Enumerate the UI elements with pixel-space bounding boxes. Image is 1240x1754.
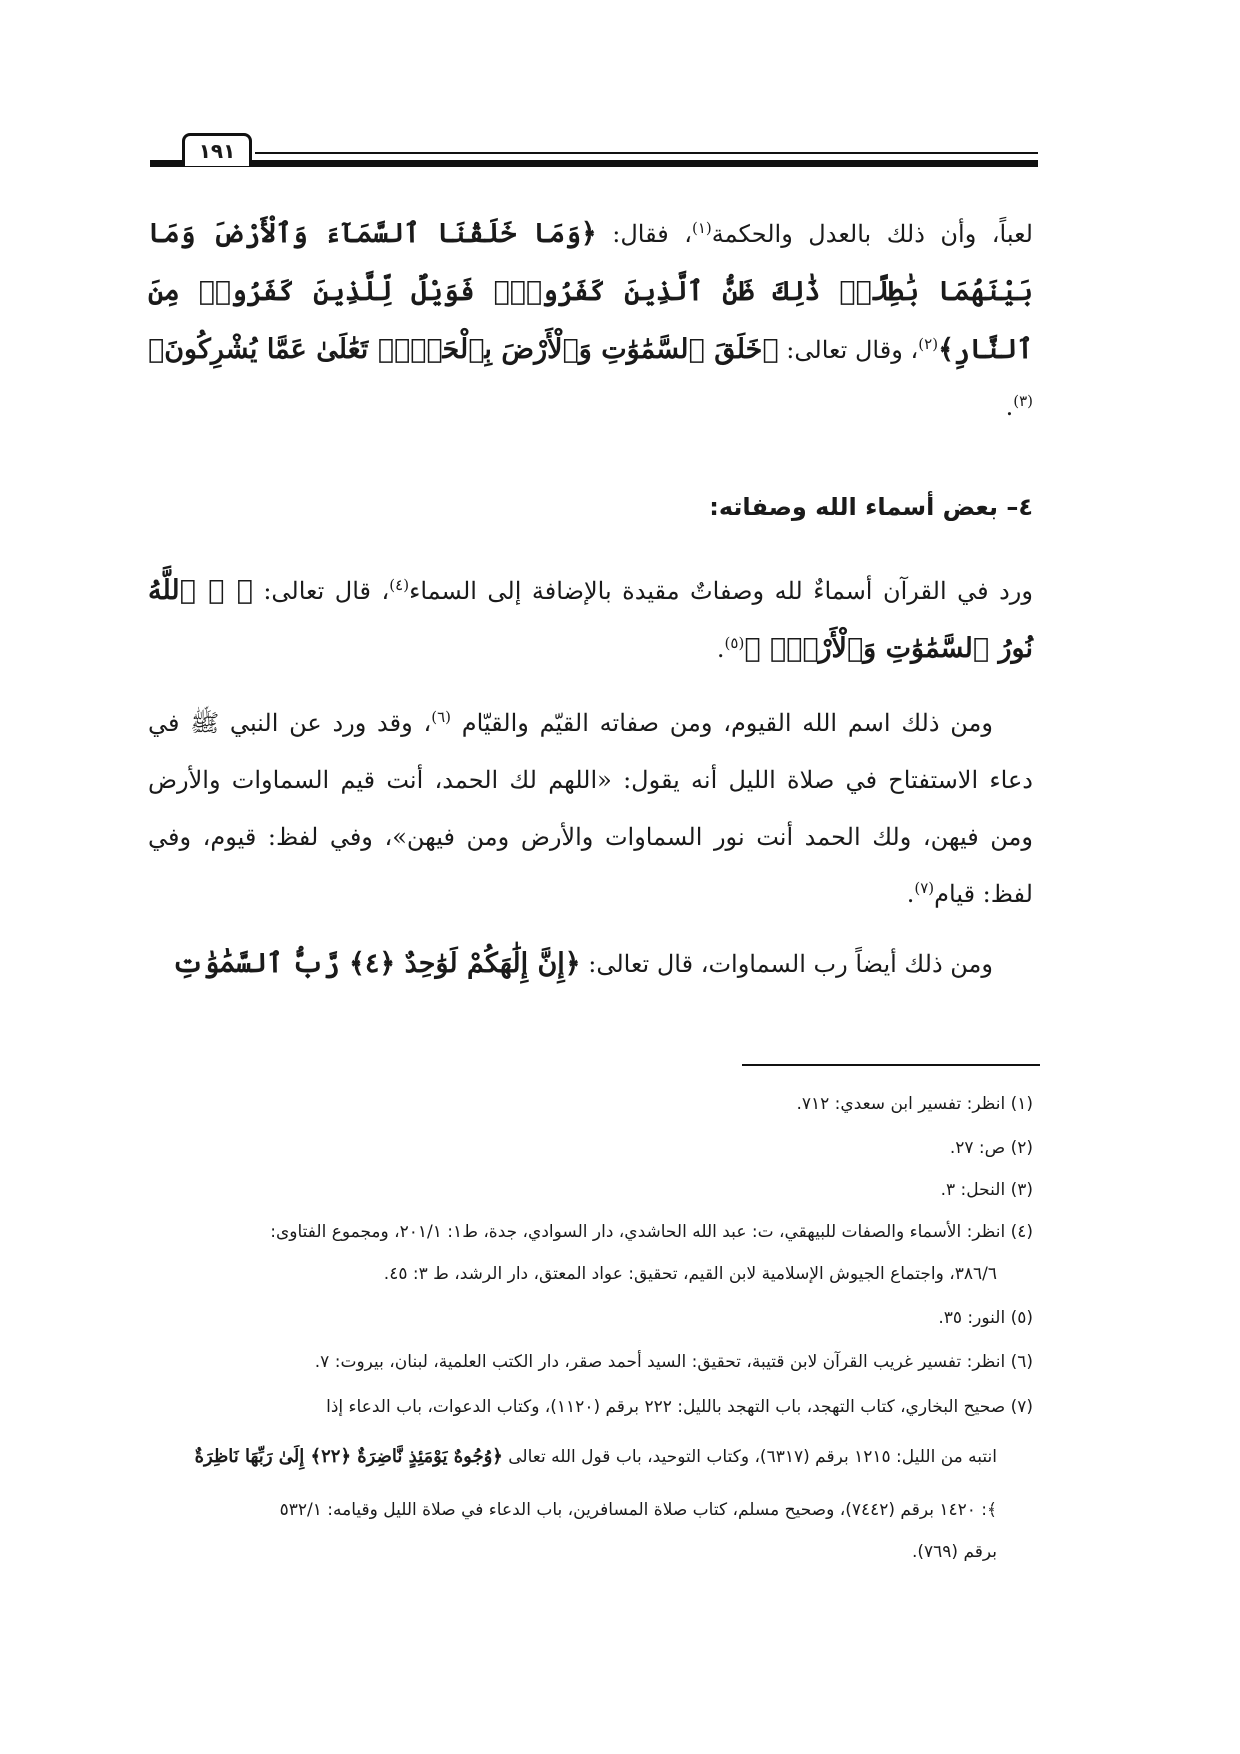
para2-end: . [716,635,725,663]
header-rule-thick [150,160,1038,167]
footnote-ref-6[interactable]: (٦) [431,708,451,726]
footnote-4: (٤) انظر: الأسماء والصفات للبيهقي، ت: عبد الله الحاشدي، دار السوادي، جدة، ط١: ٢٠١/١، ومجموع الفتاوى: [270,1222,1033,1242]
paragraph-2 [148,562,1033,678]
footnote-7: (٧) صحيح البخاري، كتاب التهجد، باب التهجد بالليل: ٢٢٢ برقم (١١٢٠)، وكتاب الدعوات، باب الدعاء إذا [326,1397,1033,1417]
footnote-7-cont-1 [107,1435,1033,1479]
page-number: ١٩١ [182,133,252,166]
para1-text: لعباً، وأن ذلك بالعدل والحكمة [711,220,1033,248]
quran-verse-2: ﴿خَلَقَ ٱلسَّمَٰوَٰتِ وَٱلْأَرْضَ بِٱلْحَقِّۚ تَعَٰلَىٰ عَمَّا يُشْرِكُونَ﴾ [148,334,779,365]
footnote-2: (٢) ص: ٢٧. [949,1138,1033,1158]
paragraph-4 [148,935,1033,993]
para3-text-a: ومن ذلك اسم الله القيوم، ومن صفاته القيّم والقيّام [450,709,993,737]
para3-text-b: ، وقد ورد عن النبي ﷺ في دعاء الاستفتاح في صلاة الليل أنه يقول: «اللهم لك الحمد، أنت قيم السماوات والأرض ومن فيهن، ولك الحمد أنت نور السماوات والأرض ومن فيهن»، وفي لفظ: قيوم، وفي لفظ: قيام [148,709,1033,908]
para4-text: ومن ذلك أيضاً رب السماوات، قال تعالى: [580,950,993,978]
paragraph-1 [148,205,1033,436]
footnote-7-cont-2: ﴾: ١٤٢٠ برقم (٧٤٤٢)، وصحيح مسلم، كتاب صلاة المسافرين، باب الدعاء في صلاة الليل وقيامه: ٥٣٢/١ [279,1500,997,1520]
quran-verse-1: ﴿وَمَا خَلَقْنَا ٱلسَّمَآءَ وَٱلْأَرْضَ وَمَا بَيْنَهُمَا بَٰطِلًاۚ ذَٰلِكَ ظَنُّ ٱلَّذِينَ كَفَرُوا۟ۚ فَوَيْلٌ لِّلَّذِينَ كَفَرُوا۟ مِنَ ٱلنَّارِ﴾ [148,218,1033,365]
footnote-ref-7[interactable]: (٧) [914,879,935,897]
footnote-4-cont: ٣٨٦/٦، واجتماع الجيوش الإسلامية لابن القيم، تحقيق: عواد المعتق، دار الرشد، ط ٣: ٤٥. [383,1264,997,1284]
footnote-6: (٦) انظر: تفسير غريب القرآن لابن قتيبة، تحقيق: السيد أحمد صقر، دار الكتب العلمية، لبنان، بيروت: ٧. [314,1352,1033,1372]
para1-end: . [1005,393,1014,421]
footnote-3: (٣) النحل: ٣. [940,1180,1033,1200]
footnote-separator [742,1064,1040,1066]
paragraph-3 [148,695,1033,923]
para3-end: . [906,880,915,908]
para2-text: ورد في القرآن أسماءٌ لله وصفاتٌ مقيدة بالإضافة إلى السماء [409,577,1033,605]
footnote-ref-1[interactable]: (١) [691,219,712,237]
quran-verse-4: ﴿إِنَّ إِلَٰهَكُمْ لَوَٰحِدٌ ﴿٤﴾ رَّبُّ ٱلسَّمَٰوَٰتِ [172,948,581,979]
para1-connector: ، فقال: [596,220,692,248]
footnote-ref-5[interactable]: (٥) [724,634,745,652]
footnote-7-cont-3: برقم (٧٦٩). [911,1542,997,1562]
footnote-7-text: انتبه من الليل: ١٢١٥ برقم (٦٣١٧)، وكتاب التوحيد، باب قول الله تعالى [502,1447,997,1467]
para2-connector: ، قال تعالى: [252,577,390,605]
footnote-ref-4[interactable]: (٤) [389,576,410,594]
para1-connector-2: ، وقال تعالى: [778,336,919,364]
footnote-5: (٥) النور: ٣٥. [938,1308,1033,1328]
footnote-ref-3[interactable]: (٣) [1013,392,1033,410]
section-heading: ٤– بعض أسماء الله وصفاته: [709,493,1033,521]
quran-verse-3: ﴿ ۞ ٱللَّهُ نُورُ ٱلسَّمَٰوَٰتِ وَٱلْأَرْضِۚ ﴾ [148,575,1033,664]
header-rule-thin [255,152,1038,154]
footnote-quran-verse: ﴿وُجُوهٌ يَوْمَئِذٍ نَّاضِرَةٌ ﴿٢٢﴾ إِلَىٰ رَبِّهَا نَاظِرَةٌ [194,1446,503,1467]
footnote-1: (١) انظر: تفسير ابن سعدي: ٧١٢. [796,1094,1033,1114]
footnote-ref-2[interactable]: (٢) [918,335,939,353]
